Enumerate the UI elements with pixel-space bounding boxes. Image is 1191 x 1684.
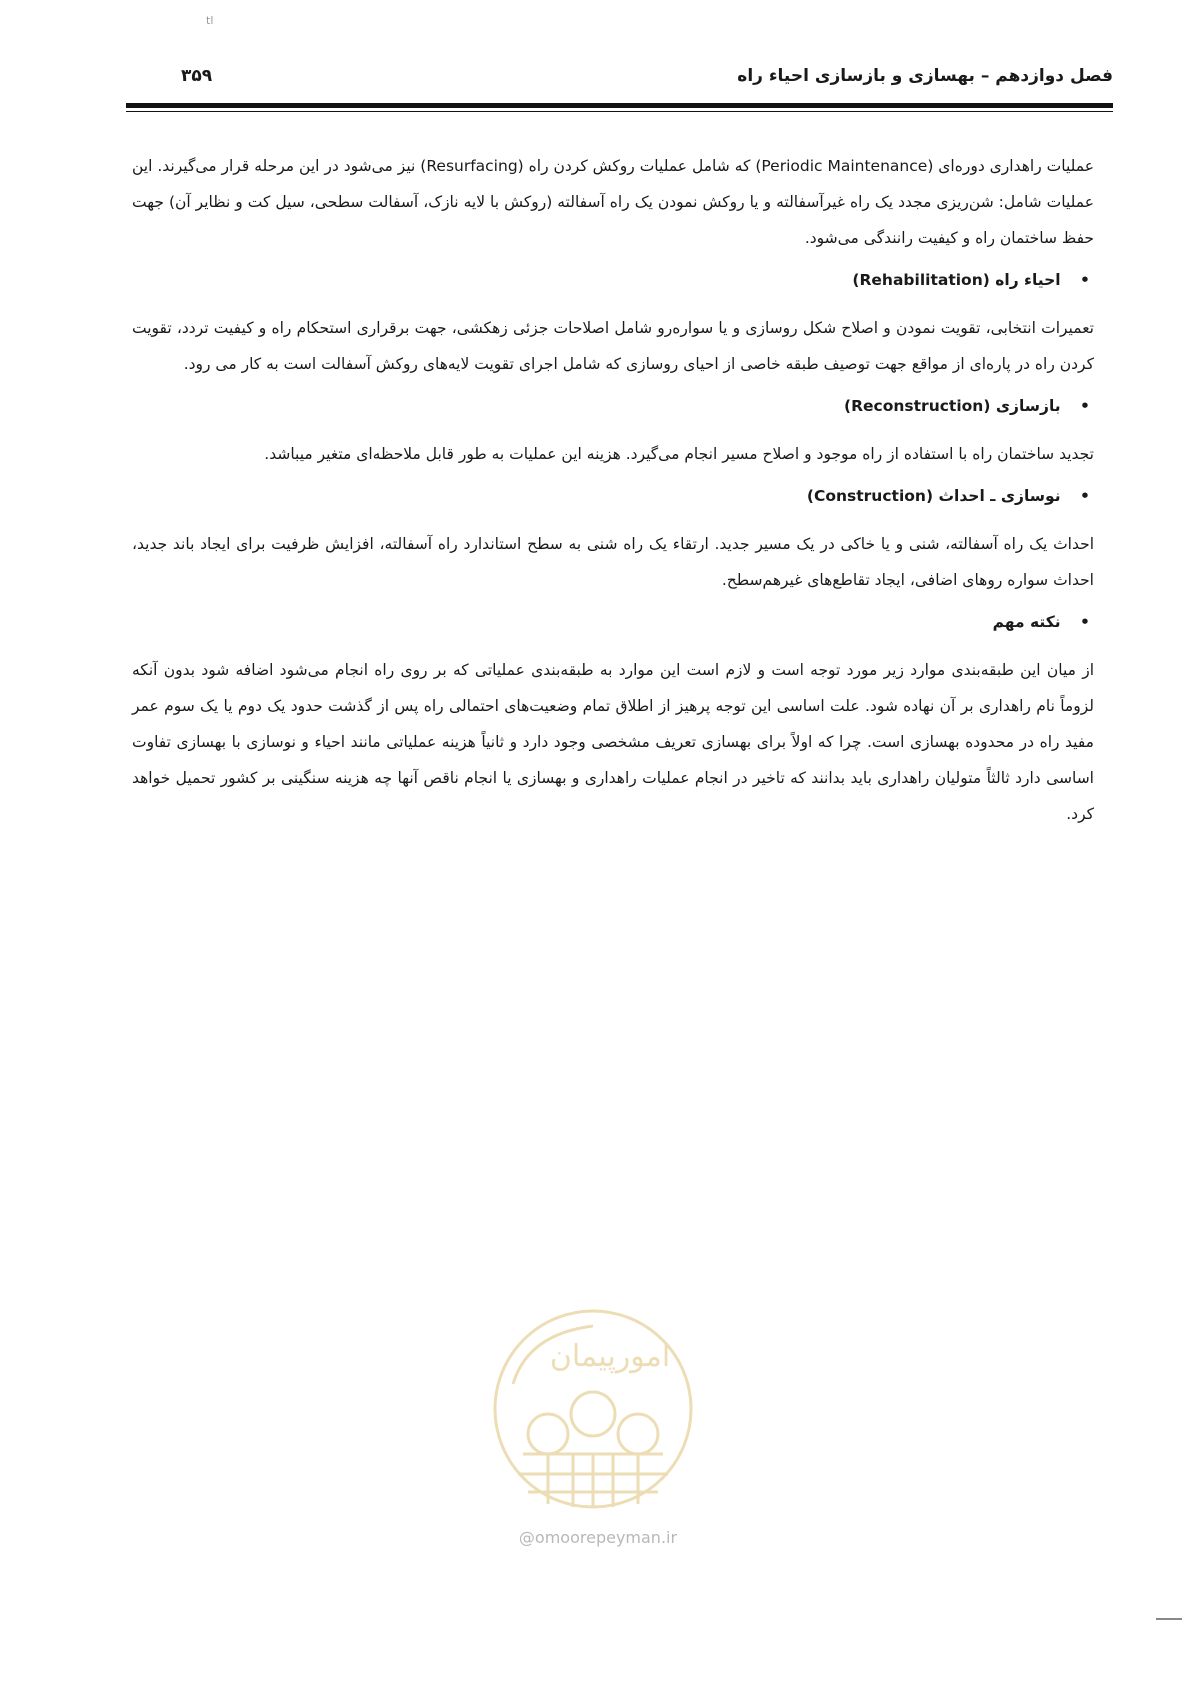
section-title-en: (Reconstruction): [844, 397, 991, 415]
section-title-text: نوسازی ـ احداث: [938, 487, 1061, 505]
bullet-icon: [1076, 262, 1094, 298]
section-body-important-note: از میان این طبقه‌بندی موارد زیر مورد توجه است و لازم است این موارد به طبقه‌بندی عملیاتی که بر روی راه انجام می‌شود اضافه شود بدون آنکه لزوماً نام راهداری بر آن نهاده شود. علت اساسی این توجه پرهیز از اطلاق تمام وضعیت‌های احتمالی راه پس از گذشت حدود یک دوم یا یک سوم عمر مفید راه در محدوده بهسازی است. چرا که اولاً برای بهسازی تعریف مشخصی وجود دارد و ثانیاً هزینه عملیاتی مانند احیاء و نوسازی با بهسازی تفاوت اساسی دارد ثالثاً متولیان راهداری باید بدانند که تاخیر در انجام عملیات راهداری و بهسازی یا انجام ناقص آنها چه هزینه سنگینی بر کشور تحمیل خواهد کرد.: [132, 661, 1094, 823]
section-title-en: (Rehabilitation): [852, 271, 990, 289]
edge-mark: [1156, 1618, 1182, 1620]
body-content: [132, 148, 1094, 838]
bullet-icon: [1076, 478, 1094, 514]
section-title-text: نکته مهم: [992, 613, 1061, 631]
section-title-construction: [132, 478, 1094, 514]
section-body-rehabilitation: تعمیرات انتخابی، تقویت نمودن و اصلاح شکل روسازی و یا سواره‌رو شامل اصلاحات جزئی زهکشی، جهت برقراری استحکام راه و کیفیت تردد، تقویت کردن راه در پاره‌ای از مواقع جهت توصیف طبقه خاصی از احیای روسازی که شامل اجرای تقویت لایه‌های روکش آسفالت است به کار می رود.: [132, 319, 1094, 373]
section-title-en: (Construction): [806, 487, 934, 505]
chapter-title: فصل دوازدهم – بهسازی و بازسازی احیاء راه: [737, 66, 1113, 86]
header-rule-thick: [126, 103, 1113, 108]
bullet-icon: [1076, 604, 1094, 640]
watermark-domain: @omoorepeyman.ir: [518, 1528, 678, 1547]
section-title-reconstruction: [132, 388, 1094, 424]
section-title-text: احیاء راه: [995, 271, 1061, 289]
section-title-text: بازسازی: [995, 397, 1061, 415]
bullet-icon: [1076, 388, 1094, 424]
page-header: [126, 62, 1113, 92]
watermark-logo-text: امورپیمان: [549, 1339, 671, 1374]
section-title-rehabilitation: [132, 262, 1094, 298]
intro-paragraph: عملیات راهداری دوره‌ای (Periodic Maintenance) که شامل عملیات روکش کردن راه (Resurfacing) نیز می‌شود در این مرحله قرار می‌گیرند. این عملیات شامل: شن‌ریزی مجدد یک راه غیرآسفالته و یا روکش نمودن یک راه آسفالته (روکش با لایه نازک، آسفالت سطحی، سیل کت و نظایر آن) جهت حفظ ساختمان راه و کیفیت رانندگی می‌شود.: [132, 157, 1094, 247]
corner-mark: tl: [206, 14, 214, 27]
section-title-important-note: [132, 604, 1094, 640]
section-body-reconstruction: تجدید ساختمان راه با استفاده از راه موجود و اصلاح مسیر انجام می‌گیرد. هزینه این عملیات به طور قابل ملاحظه‌ای متغیر میباشد.: [264, 445, 1094, 463]
page-number: ۳۵۹: [181, 66, 213, 86]
header-rule-thin: [126, 111, 1113, 112]
section-body-construction: احداث یک راه آسفالته، شنی و یا خاکی در یک مسیر جدید. ارتقاء یک راه شنی به سطح استاندارد راه آسفالته، افزایش ظرفیت برای ایجاد باند جدید، احداث سواره روهای اضافی، ایجاد تقاطع‌های غیرهم‌سطح.: [132, 535, 1094, 589]
watermark-logo: [488, 1304, 698, 1514]
